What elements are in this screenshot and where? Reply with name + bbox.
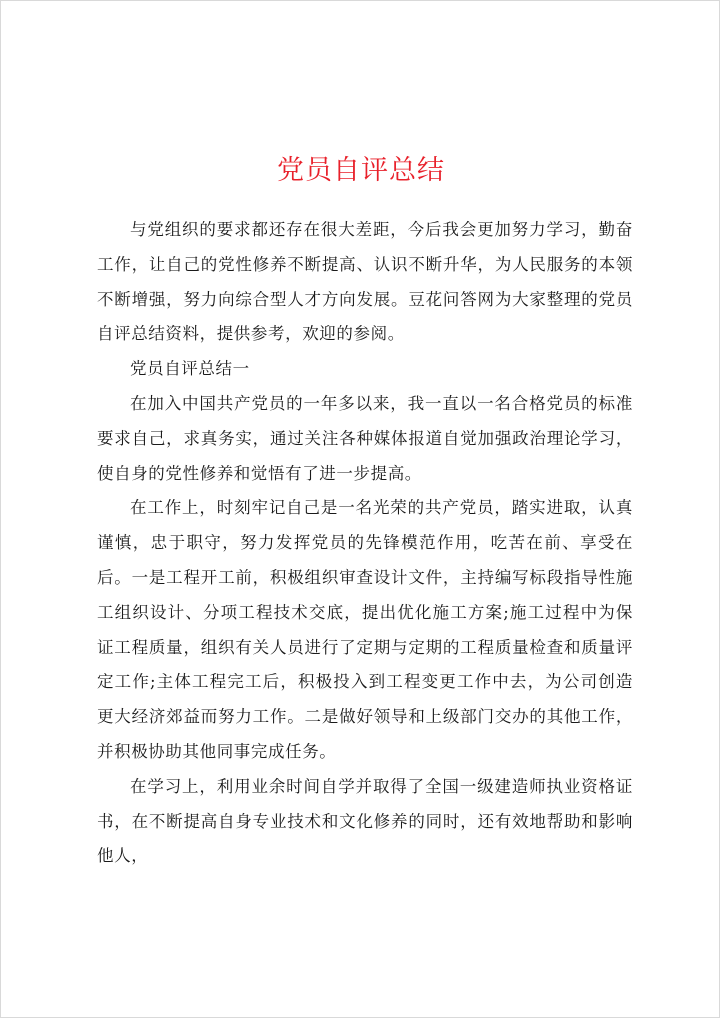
- document-body: [97, 213, 633, 874]
- document-title: 党员自评总结: [277, 155, 445, 186]
- paragraph-intro: 与党组织的要求都还存在很大差距，今后我会更加努力学习，勤奋工作，让自己的党性修养不断提高、认识不断升华，为人民服务的本领不断增强，努力向综合型人才方向发展。豆花问答网为大家整理的党员自评总结资料，提供参考，欢迎的参阅。: [97, 220, 633, 344]
- paragraph-2: 在工作上，时刻牢记自己是一名光荣的共产党员，踏实进取，认真谨慎，忠于职守，努力发挥党员的先锋模范作用，吃苦在前、享受在后。一是工程开工前，积极组织审查设计文件，主持编写标段指导性施工组织设计、分项工程技术交底，提出优化施工方案;施工过程中为保证工程质量，组织有关人员进行了定期与定期的工程质量检查和质量评定工作;主体工程完工后，积极投入到工程变更工作中去，为公司创造更大经济郊益而努力工作。二是做好领导和上级部门交办的其他工作，并积极协助其他同事完成任务。: [97, 498, 633, 761]
- paragraph-3: 在学习上，利用业余时间自学并取得了全国一级建造师执业资格证书，在不断提高自身专业技术和文化修养的同时，还有效地帮助和影响他人，: [97, 776, 633, 866]
- paragraph-1: 在加入中国共产党员的一年多以来，我一直以一名合格党员的标准要求自己，求真务实，通过关注各种媒体报道自觉加强政治理论学习，使自身的党性修养和觉悟有了进一步提高。: [97, 393, 633, 483]
- section-heading: 党员自评总结一: [130, 359, 250, 379]
